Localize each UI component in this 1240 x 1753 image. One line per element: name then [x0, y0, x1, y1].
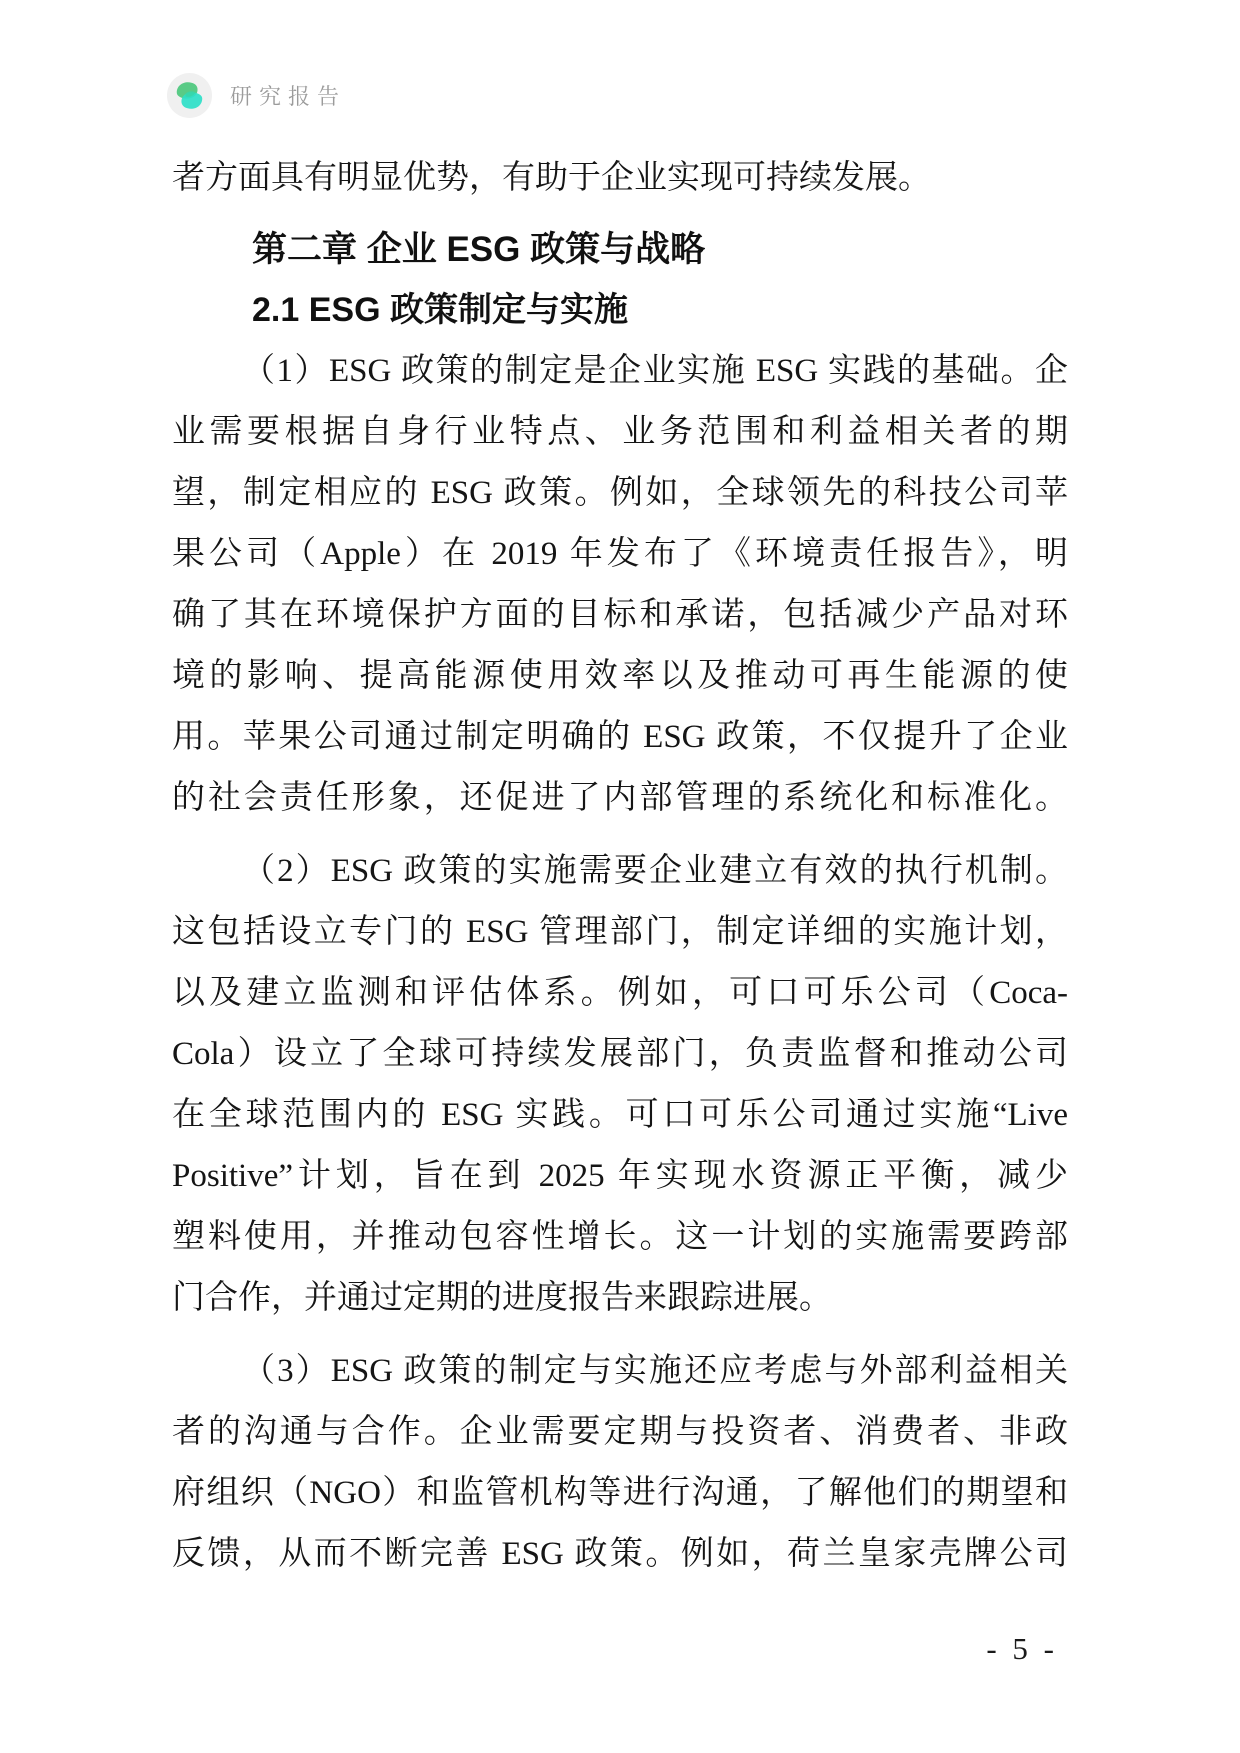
leaf-swirl-logo-icon: [166, 72, 213, 119]
body-line: 在全球范围内的 ESG 实践。可口可乐公司通过实施“Live: [172, 1097, 1068, 1133]
body-line: 业需要根据自身行业特点、业务范围和利益相关者的期: [172, 414, 1068, 450]
body-line: （1）ESG 政策的制定是企业实施 ESG 实践的基础。企: [242, 353, 1068, 389]
body-line: 反馈，从而不断完善 ESG 政策。例如，荷兰皇家壳牌公司: [172, 1536, 1068, 1572]
body-line: 望，制定相应的 ESG 政策。例如，全球领先的科技公司苹: [172, 475, 1068, 511]
paragraph-3: [172, 1341, 1068, 1585]
body-line: 确了其在环境保护方面的目标和承诺，包括减少产品对环: [172, 597, 1068, 633]
body-line: （3）ESG 政策的制定与实施还应考虑与外部利益相关: [242, 1353, 1068, 1389]
section-heading: 2.1 ESG 政策制定与实施: [252, 291, 628, 329]
body-line: 府组织（NGO）和监管机构等进行沟通，了解他们的期望和: [172, 1475, 1068, 1511]
page-content: [172, 148, 1068, 1585]
body-line: Cola）设立了全球可持续发展部门，负责监督和推动公司: [172, 1036, 1068, 1072]
body-line: 以及建立监测和评估体系。例如，可口可乐公司（Coca-: [172, 975, 1068, 1011]
chapter-heading: 第二章 企业 ESG 政策与战略: [252, 230, 706, 269]
body-line: 果公司（Apple）在 2019 年发布了《环境责任报告》，明: [172, 536, 1068, 572]
body-line: 用。苹果公司通过制定明确的 ESG 政策，不仅提升了企业: [172, 719, 1068, 755]
body-line: 这包括设立专门的 ESG 管理部门，制定详细的实施计划，: [172, 914, 1068, 950]
body-line: 门合作，并通过定期的进度报告来跟踪进展。: [172, 1280, 832, 1316]
body-line: 的社会责任形象，还促进了内部管理的系统化和标准化。: [172, 780, 1068, 816]
body-line: （2）ESG 政策的实施需要企业建立有效的执行机制。: [242, 853, 1068, 889]
report-brand: [166, 72, 346, 119]
paragraph-2: [172, 841, 1068, 1329]
body-line: 者方面具有明显优势，有助于企业实现可持续发展。: [172, 160, 931, 196]
paragraph-1: [172, 341, 1068, 829]
body-line: 者的沟通与合作。企业需要定期与投资者、消费者、非政: [172, 1414, 1068, 1450]
body-line: Positive”计划，旨在到 2025 年实现水资源正平衡，减少: [172, 1158, 1068, 1194]
page-number: - 5 -: [986, 1631, 1058, 1666]
body-line: 塑料使用，并推动包容性增长。这一计划的实施需要跨部: [172, 1219, 1068, 1255]
body-line: 境的影响、提高能源使用效率以及推动可再生能源的使: [172, 658, 1068, 694]
brand-label: 研究报告: [230, 84, 347, 109]
